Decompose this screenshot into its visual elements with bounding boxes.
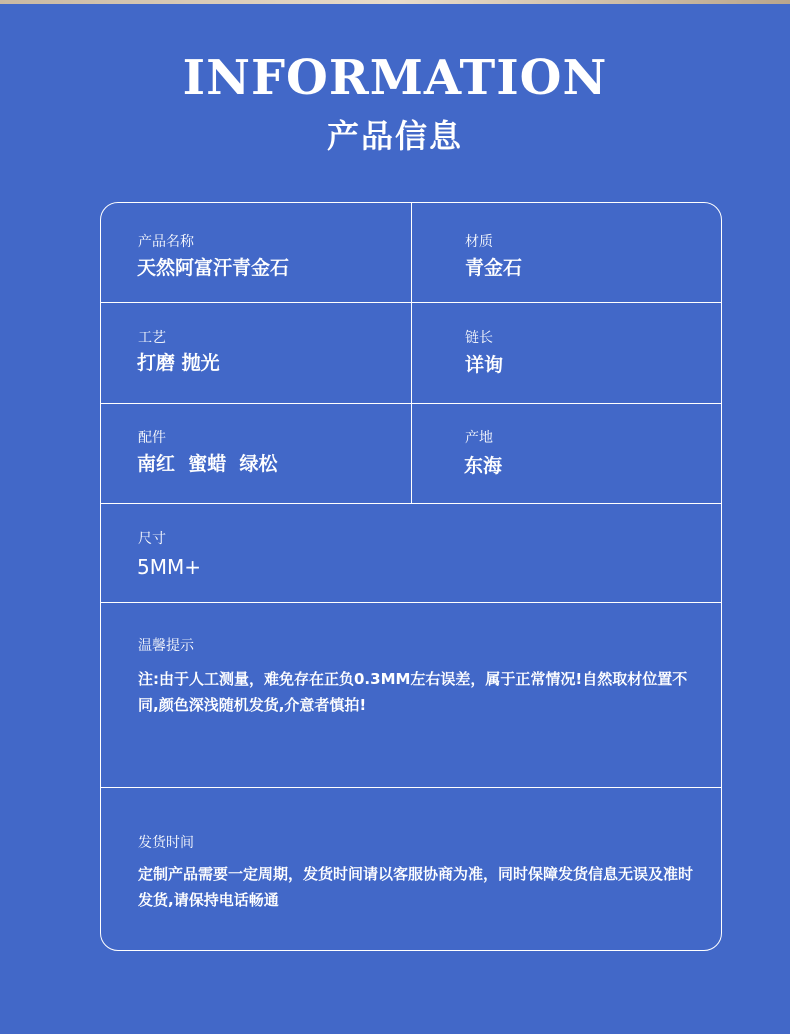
tips-label: 温馨提示 bbox=[138, 638, 194, 654]
craft-value: 打磨 抛光 bbox=[137, 352, 220, 374]
origin-value: 东海 bbox=[464, 455, 503, 477]
origin-label: 产地 bbox=[465, 430, 493, 446]
cell-accessories bbox=[101, 404, 412, 503]
page-title-english: INFORMATION bbox=[182, 50, 608, 106]
craft-label: 工艺 bbox=[138, 330, 166, 346]
size-value: 5MM+ bbox=[137, 555, 201, 579]
size-label: 尺寸 bbox=[138, 531, 166, 547]
chain-length-label: 链长 bbox=[465, 330, 493, 346]
cell-craft bbox=[101, 303, 412, 403]
material-label: 材质 bbox=[465, 234, 493, 250]
info-row-accessories-origin bbox=[101, 404, 721, 504]
info-row-craft-chain bbox=[101, 303, 721, 404]
chain-length-value: 详询 bbox=[465, 354, 504, 376]
material-value: 青金石 bbox=[465, 257, 523, 279]
accessories-value: 南红 蜜蜡 绿松 bbox=[137, 453, 278, 475]
tips-text: 注:由于人工测量，难免存在正负0.3MM左右误差，属于正常情况!自然取材位置不同,颜色深浅随机发货,介意者慎拍! bbox=[138, 670, 688, 714]
cell-shipping bbox=[101, 788, 721, 951]
shipping-text: 定制产品需要一定周期，发货时间请以客服协商为准，同时保障发货信息无误及准时发货,请保持电话畅通 bbox=[138, 865, 694, 909]
info-row-shipping bbox=[101, 788, 721, 951]
info-row-tips bbox=[101, 603, 721, 788]
shipping-label: 发货时间 bbox=[138, 835, 194, 851]
info-row-size bbox=[101, 504, 721, 603]
page-title-chinese: 产品信息 bbox=[326, 117, 463, 155]
cell-size bbox=[101, 504, 721, 602]
cell-material bbox=[412, 203, 722, 302]
accessories-label: 配件 bbox=[138, 430, 166, 446]
product-name-label: 产品名称 bbox=[138, 234, 194, 250]
product-name-value: 天然阿富汗青金石 bbox=[137, 257, 290, 279]
cell-chain-length bbox=[412, 303, 722, 403]
cell-origin bbox=[412, 404, 722, 503]
cell-tips bbox=[101, 603, 721, 787]
info-row-name-material bbox=[101, 203, 721, 303]
cell-product-name bbox=[101, 203, 412, 302]
product-info-table bbox=[100, 202, 722, 951]
top-decorative-strip bbox=[0, 0, 790, 4]
